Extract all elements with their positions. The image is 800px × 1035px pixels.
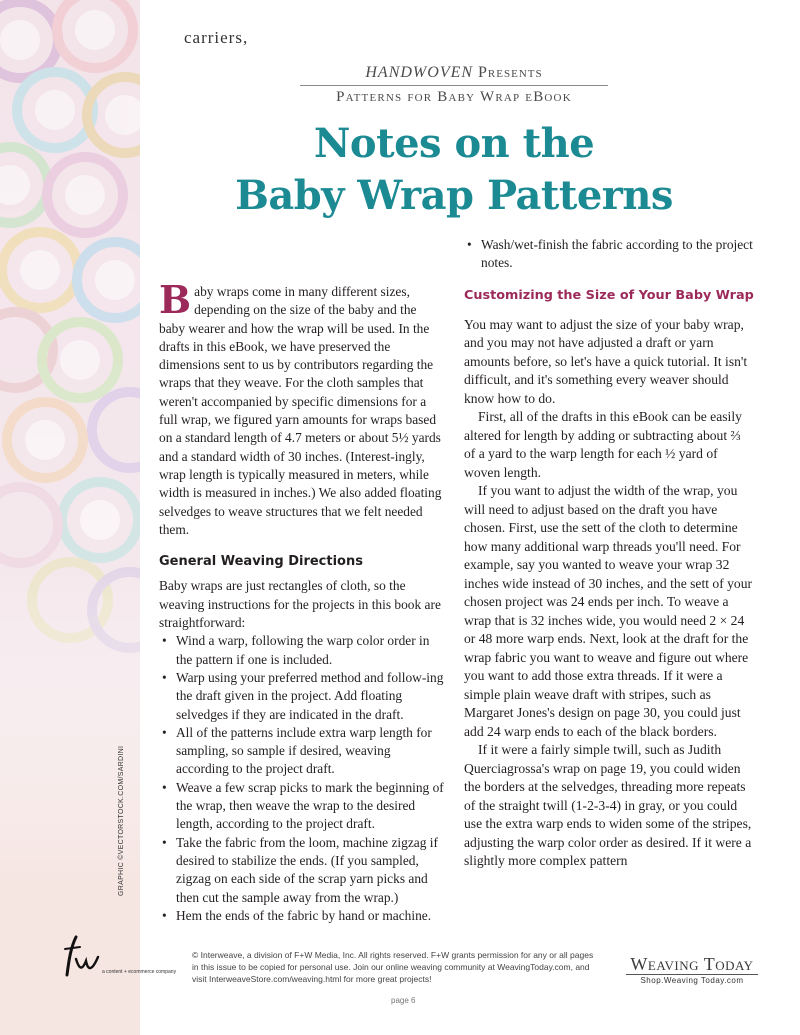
body-paragraph: If you want to adjust the width of the wrap, you will need to adjust based on the draft you have chosen. First, use the sett of the cloth to determine how many additional warp threads you'll need. For example, say you wanted to weave your wrap 32 inches wide instead of 30 inches, and the sett of your chosen project was 24 ends per inch. To weave a wrap that is 32 inches wide, you would need 2 × 24 or 48 more warp ends. Next, look at the draft for the wrap fabric you want to weave and figure out where you want to add those extra threads. If it were a simple plain weave draft with stripes, such as Margaret Jones's design on page 30, you could just add 24 warp ends to each of the black borders. [464, 483, 753, 739]
body-paragraph: First, all of the drafts in this eBook can be easily altered for length by adding or subtracting about ⅔ of a yard to the warp length for each ½ yard of woven length. [464, 409, 742, 480]
directions-list [159, 632, 444, 925]
page-number: page 6 [391, 996, 416, 1005]
graphic-credit: GRAPHIC ©VECTORSTOCK.COM/SARDINI [118, 745, 125, 896]
decorative-side-strip [0, 0, 140, 1035]
body-paragraph: If it were a fairly simple twill, such as Judith Querciagrossa's wrap on page 19, you could widen the borders at the selvedges, threading more repeats of the straight twill (1-2-3-4) in gray, or you could use the extra warp ends to widen some of the stripes, adjusting the warp color order as desired. If it were a slightly more complex pattern [464, 742, 752, 869]
list-item: • Warp using your preferred method and follow-ing the draft given in the project. Add floating selvedges if they are indicated in the draft. [159, 669, 444, 724]
body-paragraph: You may want to adjust the size of your baby wrap, and you may not have adjusted a draft or yarn amounts before, so let's have a quick tutorial. It isn't difficult, and it's something every weaver should know how to do. [464, 316, 748, 406]
list-item: • Take the fabric from the loom, machine zigzag if desired to stabilize the ends. (If you sampled, zigzag on each side of the scrap yarn picks and then cut the sample away from the wrap.) [159, 834, 444, 907]
carryover-text: carriers, [184, 28, 249, 47]
series-magazine-name: HANDWOVEN [365, 64, 474, 81]
weaving-today-url[interactable]: Shop.Weaving Today.com [640, 976, 744, 985]
list-item: • Wash/wet-finish the fabric according to the project notes. [464, 236, 754, 273]
series-presents: Presents [473, 64, 543, 81]
drop-cap: B [159, 277, 192, 322]
directions-intro: Baby wraps are just rectangles of cloth, so the weaving instructions for the projects in this book are straightforward: [159, 578, 441, 631]
series-header [300, 62, 608, 108]
right-column [464, 236, 754, 871]
list-item: • All of the patterns include extra warp length for sampling, so sample if desired, weaving according to the project draft. [159, 724, 444, 779]
page-title-line2: Baby Wrap Patterns [235, 172, 673, 219]
customizing-heading: Customizing the Size of Your Baby Wrap [464, 287, 754, 303]
general-directions-heading: General Weaving Directions [159, 554, 363, 570]
intro-text: aby wraps come in many different sizes, depending on the size of the baby and the baby wearer and how the wrap will be used. In the drafts in this eBook, we have preserved the dimensions sent to us by contributors regarding the wraps that they weave. For the cloth samples that weren't accompanied by specific dimensions for a full wrap, we figured yarn amounts for wraps based on a standard length of 4.7 meters or about 5½ yards and a standard width of 30 inches. (Interest-ingly, wrap length is typically measured in meters, while width is measured in inches.) We also added floating selvedges to weave structures that we felt needed them. [159, 284, 442, 537]
list-item: • Weave a few scrap picks to mark the beginning of the wrap, then weave the wrap to the desired length, according to the project draft. [159, 779, 444, 834]
series-title [300, 62, 608, 86]
left-column [159, 277, 444, 925]
page-title [150, 118, 758, 222]
fw-logo-tagline: a content + ecommerce company [102, 969, 177, 975]
series-subtitle: Patterns for Baby Wrap eBook [336, 89, 572, 105]
list-item: • Hem the ends of the fabric by hand or machine. [159, 907, 444, 925]
directions-list-continued [464, 236, 754, 273]
weaving-today-logo[interactable] [626, 954, 758, 985]
weaving-today-name: Weaving Today [626, 954, 758, 975]
page-title-line1: Notes on the [313, 120, 595, 167]
intro-paragraph [159, 277, 444, 539]
copyright-notice: © Interweave, a division of F+W Media, Inc. All rights reserved. F+W grants permission for any or all pages in this issue to be copied for personal use. Join our online weaving community at WeavingToday.com, and visit InterweaveStore.com/weaving.html for more great projects! [192, 950, 594, 984]
list-item: • Wind a warp, following the warp color order in the pattern if one is included. [159, 632, 444, 669]
